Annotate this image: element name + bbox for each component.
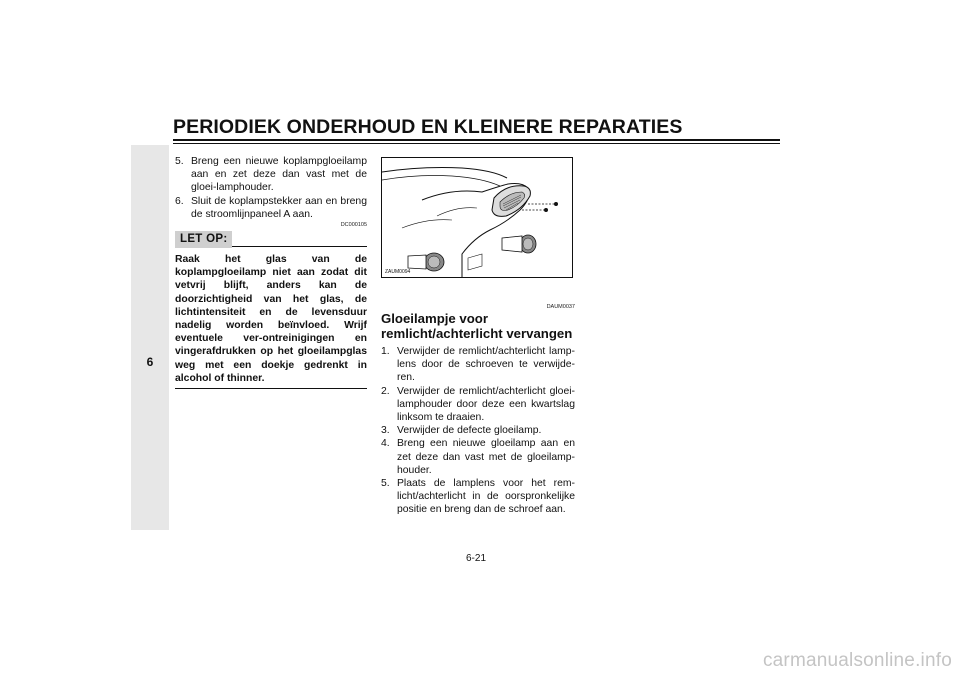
list-item (381, 424, 575, 437)
step-number: 2. (381, 385, 390, 397)
figure-code: ZAUM0094 (385, 269, 411, 275)
caution-header (175, 231, 367, 249)
header-rule-thin (173, 143, 780, 144)
section-code: DAUM0037 (546, 304, 575, 310)
page-title: PERIODIEK ONDERHOUD EN KLEINERE REPARATIES (173, 116, 683, 138)
taillight-illustration (382, 158, 572, 277)
list-item (381, 385, 575, 425)
caution-rule (232, 246, 367, 247)
step-number: 1. (381, 346, 390, 357)
caution-code: DC000105 (340, 222, 367, 229)
taillight-figure (381, 157, 573, 278)
step-number: 3. (381, 425, 390, 437)
step-text: Verwijder de remlicht/achterlicht lamp-lens door de schroeven te verwijde-ren. (397, 346, 575, 384)
caution-text: Raak het glas van de koplampgloeilamp niet aan zodat dit vetvrij blijft, anders kan de doorzichtigheid van het glas, de lichtintensiteit en de levensduur nadelig worden beïnvloed. Wrijf eventuele ver-ontreinigingen en vingerafdrukken op het gloeilampglas weg met een doekje gedrenkt in alcohol of thinner. (175, 253, 367, 389)
step-number: 4. (381, 438, 390, 450)
step-text: Sluit de koplampstekker aan en breng de stroomlijnpaneel A aan. (191, 195, 367, 220)
left-steps-list (175, 155, 367, 221)
left-column (175, 155, 367, 389)
section-title: Gloeilampje voor remlicht/achterlicht vervangen (381, 311, 573, 341)
list-item (381, 345, 575, 385)
list-item (381, 437, 575, 477)
step-text: Breng een nieuwe gloeilamp aan en zet deze dan vast met de gloeilamp-houder. (397, 438, 575, 476)
step-text: Verwijder de remlicht/achterlicht gloei-lamphouder door deze een kwartslag linksom te draaien. (397, 385, 575, 424)
right-column (381, 303, 575, 517)
list-item (175, 195, 367, 221)
step-number: 5. (175, 156, 184, 167)
step-text: Breng een nieuwe koplampgloeilamp aan en zet deze dan vast met de gloei-lamphouder. (191, 156, 367, 194)
page-number: 6-21 (466, 553, 487, 564)
list-item (175, 155, 367, 195)
watermark[interactable]: carmanualsonline.info (762, 650, 952, 671)
step-number: 6. (175, 195, 184, 207)
list-item (381, 477, 575, 517)
chapter-tab (131, 145, 169, 530)
header-rule (173, 139, 780, 141)
step-text: Plaats de lamplens voor het rem-licht/achterlicht in de oorspronkelijke positie en breng dan de schroef aan. (397, 478, 575, 516)
step-number: 5. (381, 478, 390, 490)
step-text: Verwijder de defecte gloeilamp. (397, 425, 542, 437)
right-steps-list (381, 345, 575, 517)
caution-badge: LET OP: (175, 231, 232, 248)
chapter-number: 6 (146, 355, 154, 369)
